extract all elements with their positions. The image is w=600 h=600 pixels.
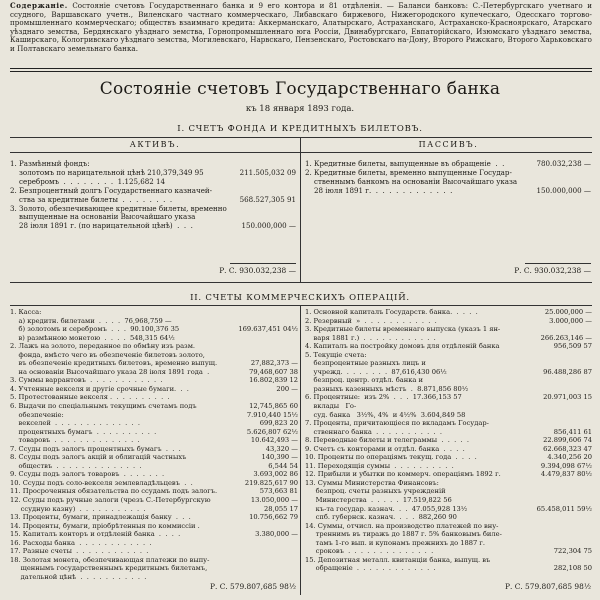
passive-item-line: обращеніе . . . . . . . . . . . . . bbox=[305, 564, 436, 573]
active-item-line: 7. Ссуды подъ залогъ процентныхъ бумагъ . . . bbox=[10, 444, 181, 453]
passive-amount bbox=[528, 385, 592, 394]
passive-amount bbox=[528, 359, 592, 368]
passive-amount: 780.032,238 — bbox=[536, 160, 591, 168]
section-2-active-list bbox=[10, 308, 236, 582]
header-rule-thin bbox=[10, 71, 592, 72]
passive-item-line: сроковъ . . . . . . . . . . . . . . bbox=[305, 547, 434, 556]
passive-item-line: 11. Переходящія суммы . . . . . . . . . . bbox=[305, 461, 454, 470]
section-2-title: II. СЧЕТЫ КОММЕРЧЕСКИХЪ ОПЕРАЦІЙ. bbox=[190, 293, 410, 303]
active-item-line: товаровъ . . . . . . . . . . . . . . bbox=[10, 436, 140, 445]
passive-amount: 22.899,606 74 bbox=[543, 436, 592, 445]
active-item-line: 17. Разные счеты . . . . . . . . . . . . bbox=[10, 547, 149, 556]
active-amount: 7.910,440 15½ bbox=[246, 410, 298, 419]
active-item-line: б) золотомъ и серебромъ . . . 90.100,376 35 bbox=[10, 325, 180, 334]
amount-spacer bbox=[230, 178, 296, 187]
section-2-divider bbox=[300, 305, 301, 595]
active-item-line: фонда, вмѣсто чего въ обезпеченіе билетовъ золото, bbox=[10, 350, 205, 359]
active-amount: 219.825,617 90 bbox=[244, 478, 298, 487]
passive-item-line: безпроцентные разныхъ лицъ и bbox=[305, 359, 426, 368]
active-item-line: а) кредитн. билетами . . . . 76,968,759 — bbox=[10, 316, 172, 325]
passive-item-line: 3. Кредитные билеты временнаго выпуска (указъ 1 ян- bbox=[305, 325, 501, 334]
section-1-divider bbox=[300, 137, 301, 282]
active-item-line: 5. Протестованные векселя . . . . . . . . . . bbox=[10, 393, 170, 402]
section-2-passive-amounts bbox=[528, 308, 592, 573]
passive-item-line: 10. Проценты по операціямъ текущ. года . . . . bbox=[305, 453, 477, 462]
active-amount: 150.000,000 — bbox=[241, 222, 296, 231]
section-2-passive-list bbox=[305, 308, 531, 573]
passive-amount: 3.000,000 — bbox=[549, 316, 592, 325]
active-item-line: 3. Золото, обезпечивающее кредитные билеты, временно bbox=[10, 204, 227, 213]
amount-spacer bbox=[230, 205, 296, 214]
active-amount: 10.642,493 — bbox=[250, 436, 298, 445]
passive-item-line: треннимъ въ тиражъ до 1887 г. 5% банковымъ биле- bbox=[305, 530, 502, 539]
contents-text: Состояніе счетовъ Государственнаго банка и 9 его контора и 81 отдѣленія. — Баланси банковъ: С.-Петербургскаго учетнаго и ссудного, Варшавскаго учетн., Виленскаго частнаго коммерческаго, Либавскаго биржевого, Нижегородского купеческаго, Одесскаго торгово-промышленнаго коммерческаго; обществъ взаимнаго кредита: Аккерманскаго, Алатырскаго, Астраханскаго, Астраханско-Красноярскаго, Атарскаго уѣзднаго земства, Бердянскаго уѣзднаго земства, Горнопромышленнаго юга Россіи, Двинабургскаго, Евпаторійскаго, Изюмскаго уѣзднаго земства, Каширскаго, Кологривскаго уѣзднаго земства, Могилевскаго, Нарвскаго, Пензенскаго, Ростовскаго на-Дону, Второго Рижскаго, Второго Харьковскаго и Полтавскаго земельнаго банка. bbox=[10, 1, 592, 53]
active-amount: 79,468,607 38 bbox=[249, 367, 298, 376]
active-item-line: векселей . . . . . . . . . . . . . . bbox=[10, 419, 141, 428]
passive-item-line: 2. Резервный » . . . . . . . . . . . . bbox=[305, 316, 437, 325]
passive-item-line: ственнымъ банкомъ на основаніи Высочайшаго указа bbox=[305, 177, 518, 186]
active-amount: 28,055 17 bbox=[263, 504, 298, 513]
active-item-line: 12. Ссуды подъ ручные залоги (чрезъ С.-Петербургскую bbox=[10, 496, 211, 505]
header-rule-thick bbox=[10, 68, 592, 69]
passive-item-line: 15. Депозитная металл. квитанціи банка, выпущ. въ bbox=[305, 555, 491, 564]
passive-item-line: безпроц. счеты разныхъ учрежденій bbox=[305, 487, 446, 496]
section-1-passive-amounts bbox=[525, 160, 591, 196]
active-amount bbox=[234, 342, 298, 351]
section-1-head-rule bbox=[10, 152, 592, 153]
active-amount: 6,544 54 bbox=[268, 461, 298, 470]
passive-item-line: безпроц. центр. отдѣл. банка и bbox=[305, 376, 423, 385]
active-amount: 3.693,002 86 bbox=[253, 470, 298, 479]
active-amount: 16.802,839 12 bbox=[249, 376, 298, 385]
section-1-active-list bbox=[10, 160, 230, 231]
report-date: къ 18 января 1893 года. bbox=[245, 104, 355, 114]
passive-item-line: 28 іюля 1891 г. . . . . . . . . . . . . bbox=[305, 186, 453, 195]
passive-amount: 25.000,000 — bbox=[544, 308, 592, 316]
passive-amount: 150.000,000 — bbox=[536, 186, 591, 195]
section-1-top-rule bbox=[10, 137, 592, 138]
active-item-line: 1. Касса: bbox=[10, 308, 42, 316]
active-item-line: ства за кредитные билеты . . . . . . . . bbox=[10, 195, 173, 204]
active-item-line: 3. Суммы варрантовъ . . . . . . . . . . . . bbox=[10, 376, 163, 385]
active-item-line: 16. Расходы банка . . . . . . . . . . . . bbox=[10, 538, 152, 547]
section-1-bottom-rule bbox=[10, 282, 592, 283]
passive-item-line: 9. Счетъ съ конторами и отдѣл. банка . . . . bbox=[305, 444, 465, 453]
active-item-line: в) размѣнною монетою . . . . 548,315 64½ bbox=[10, 333, 175, 342]
active-item-line: на основаніи Высочайшаго указа 28 іюля 1891 года . bbox=[10, 367, 210, 376]
active-amount: 10.756,662 79 bbox=[249, 513, 298, 522]
amount-spacer bbox=[230, 213, 296, 222]
amount-spacer bbox=[525, 178, 591, 187]
passive-amount bbox=[528, 402, 592, 411]
report-title: Состояніе счетовъ Государственнаго банка bbox=[99, 79, 501, 99]
active-item-line: 9. Ссуды подъ залогъ товаровъ . . . . . . . bbox=[10, 470, 165, 479]
active-item-line: 10. Ссуды подъ соло-векселя землевладѣльцевъ . . bbox=[10, 478, 193, 487]
passive-item-line: спб. губернск. казнач. . . . 882,260 90 bbox=[305, 513, 457, 522]
section-1-active-total: Р. С. 930.032,238 — bbox=[219, 266, 296, 275]
section-1-active-amounts bbox=[230, 160, 296, 231]
active-item-line: 28 іюля 1891 г. (по нарицательной цѣнѣ) . . . bbox=[10, 222, 193, 231]
passive-item-line: варя 1881 г.) . . . . . . . . . . . . bbox=[305, 333, 436, 342]
passive-amount bbox=[528, 539, 592, 548]
passive-amount bbox=[528, 351, 592, 360]
passive-amount: 282,108 50 bbox=[553, 564, 592, 573]
passive-amount: 266.263,146 — bbox=[540, 333, 592, 342]
contents-paragraph bbox=[10, 2, 592, 54]
active-item-line: 6. Выдачи по спеціальнымъ текущимъ счетамъ подъ bbox=[10, 402, 197, 411]
passive-item-line: 5. Текущіе счета: bbox=[305, 350, 367, 359]
passive-amount: 62.668,323 47 bbox=[543, 444, 592, 453]
active-amount bbox=[234, 351, 298, 360]
active-item-line: 1. Размѣнный фондъ: bbox=[10, 160, 90, 168]
active-item-line: выпущенные на основаніи Высочайшаго указа bbox=[10, 213, 196, 222]
passive-amount bbox=[528, 513, 592, 522]
active-item-line: 15. Капиталъ конторъ и отдѣленій банка . . . . bbox=[10, 530, 181, 539]
section-2-passive-total: Р. С. 579.807,685 98½ bbox=[505, 582, 591, 591]
section-1-passive-head: ПАССИВЪ. bbox=[418, 140, 479, 149]
passive-item-line: учрежд. . . . . . . . 87,616,430 06½ bbox=[305, 367, 447, 376]
active-item-line: 2. Безпроцентный долгъ Государственнаго казначей- bbox=[10, 186, 213, 195]
passive-amount bbox=[528, 487, 592, 496]
active-amount: 12,745,865 60 bbox=[249, 401, 298, 410]
active-amount: 699,823 20 bbox=[259, 419, 298, 428]
section-2-active-amounts bbox=[234, 317, 298, 539]
passive-amount: 9.394,098 67½ bbox=[540, 461, 592, 470]
active-amount: 140,390 — bbox=[261, 453, 298, 462]
passive-item-line: 13. Суммы Министерства Финансовъ: bbox=[305, 478, 439, 487]
active-item-line: золотомъ по нарицательной цѣнѣ 210,379,349 95 bbox=[10, 168, 204, 177]
active-item-line: обезпеченіе: bbox=[10, 410, 64, 419]
passive-amount bbox=[528, 411, 592, 420]
passive-item-line: Министерства . . . . . 17.519,822 56 bbox=[305, 496, 452, 505]
active-item-line: въ обезпеченіе кредитныхъ билетовъ, временно выпущ. bbox=[10, 359, 218, 368]
passive-item-line: разныхъ казенныхъ мѣстъ . 8.871,856 80½ bbox=[305, 384, 469, 393]
active-item-line: 8. Ссуды подъ залогъ акцій и облигацій частныхъ bbox=[10, 453, 187, 462]
passive-item-line: 4. Капиталъ на постройку домовъ для отдѣленій банка bbox=[305, 342, 500, 351]
active-amount bbox=[234, 317, 298, 326]
active-item-line: обществъ . . . . . . . . . . . . . . bbox=[10, 461, 142, 470]
active-item-line: щеннымъ государственнымъ кредитнымъ билетамъ, bbox=[10, 564, 208, 573]
active-amount bbox=[234, 334, 298, 343]
active-item-line: процентныхъ бумагъ . . . . . . . . . . bbox=[10, 427, 157, 436]
amount-spacer bbox=[525, 169, 591, 178]
section-1-passive-total-rule bbox=[525, 263, 591, 264]
amount-spacer bbox=[230, 160, 296, 169]
active-amount: 43,320 — bbox=[265, 444, 298, 453]
passive-amount: 20.971,003 15 bbox=[543, 393, 592, 402]
active-amount: 3.380,000 — bbox=[255, 530, 298, 539]
active-amount: 568.527,305 91 bbox=[239, 195, 296, 204]
passive-amount bbox=[528, 376, 592, 385]
section-1-passive-list bbox=[305, 160, 525, 196]
active-item-line: серебромъ . . . . . . . . 1.125,682 14 bbox=[10, 177, 166, 186]
section-1-title: I. СЧЕТЪ ФОНДА И КРЕДИТНЫХЪ БИЛЕТОВЪ. bbox=[177, 124, 423, 134]
section-1-active-head: АКТИВЪ. bbox=[129, 140, 181, 149]
section-1-passive-total: Р. С. 930.032,238 — bbox=[514, 266, 591, 275]
passive-item-line: къ-та государ. казнач. . . 47.055,928 13½ bbox=[305, 504, 468, 513]
active-item-line: 13. Проценты, бумаги, принадлежащія банку . . . bbox=[10, 513, 191, 522]
passive-item-line: 12. Прибыли и убытки по коммерч. операціямъ 1892 г. bbox=[305, 470, 501, 479]
section-2-active-total: Р. С. 579.807,685 98½ bbox=[210, 582, 296, 591]
passive-item-line: 2. Кредитные билеты, временно выпущенные Государ- bbox=[305, 168, 512, 177]
passive-amount: 956,509 57 bbox=[553, 342, 592, 351]
passive-amount bbox=[528, 556, 592, 565]
active-amount bbox=[234, 393, 298, 402]
passive-item-line: тамъ 1-го вып. и купонамъ прежнихъ до 1887 г. bbox=[305, 538, 486, 547]
passive-item-line: 1. Основной капиталъ Государств. банка. . . . . bbox=[305, 308, 478, 316]
section-1-active-total-rule bbox=[230, 263, 296, 264]
passive-amount bbox=[528, 479, 592, 488]
passive-item-line: 1. Кредитные билеты, выпущенные въ обращеніе . . bbox=[305, 160, 505, 168]
active-item-line: дательной цѣнѣ . . . . . . . . . . . bbox=[10, 572, 147, 581]
passive-amount: 96.488,286 87 bbox=[543, 367, 592, 376]
passive-item-line: вклады Го- bbox=[305, 402, 357, 411]
active-amount: 211.505,032 09 bbox=[239, 168, 296, 177]
active-item-line: 4. Учтенные векселя и другіе срочные бумаги. . . bbox=[10, 384, 189, 393]
amount-spacer bbox=[230, 187, 296, 196]
section-2-top-rule bbox=[10, 305, 592, 306]
active-amount: 5.626,807 62½ bbox=[246, 427, 298, 436]
passive-item-line: 7. Проценты, причитающіеся по вкладамъ Государ- bbox=[305, 419, 489, 428]
active-item-line: 18. Золотая монета, обезпечивающая платежи по выпу- bbox=[10, 555, 210, 564]
passive-amount bbox=[528, 530, 592, 539]
passive-amount: 4.479,837 80½ bbox=[540, 470, 592, 479]
active-amount: 200 — bbox=[276, 384, 298, 393]
passive-amount: 856,411 61 bbox=[553, 427, 592, 436]
active-item-line: 11. Просроченныя обязательства по ссудамъ подъ залогъ. bbox=[10, 487, 218, 496]
passive-amount bbox=[528, 325, 592, 334]
passive-amount: 4.340,256 20 bbox=[547, 453, 592, 462]
passive-item-line: суд. банка 3½%, 4% и 4½% 3.604,849 58 bbox=[305, 410, 466, 419]
passive-amount bbox=[528, 496, 592, 505]
passive-amount: 65.458,011 59½ bbox=[536, 504, 592, 513]
active-amount: 13.050,000 — bbox=[250, 495, 298, 504]
passive-item-line: 14. Суммы, отчисл. на производство платежей по вну- bbox=[305, 521, 499, 530]
passive-item-line: 6. Процентные: изъ 2% . . . 17.366,153 57 bbox=[305, 393, 462, 402]
passive-amount bbox=[528, 522, 592, 531]
active-item-line: ссудную казну) . . . . . . . . . . . bbox=[10, 504, 146, 513]
contents-label: Содержаніе. bbox=[10, 1, 68, 10]
active-amount: 169.637,451 04½ bbox=[238, 325, 298, 334]
active-amount: 27,882,373 — bbox=[250, 359, 298, 368]
active-item-line: 2. Лажъ на золото, переданное по обмѣну изъ разм. bbox=[10, 342, 196, 351]
passive-amount: 722,304 75 bbox=[553, 547, 592, 556]
passive-item-line: 8. Переводные билеты и телеграммы . . . . . bbox=[305, 436, 469, 445]
active-amount: 573,663 81 bbox=[259, 487, 298, 496]
active-amount bbox=[234, 522, 298, 531]
active-item-line: 14. Проценты, бумаги, пріобрѣтенныя по коммиссіи . bbox=[10, 521, 200, 530]
passive-amount bbox=[528, 419, 592, 428]
passive-item-line: ственнаго банка . . . . . . . . . . . bbox=[305, 427, 443, 436]
